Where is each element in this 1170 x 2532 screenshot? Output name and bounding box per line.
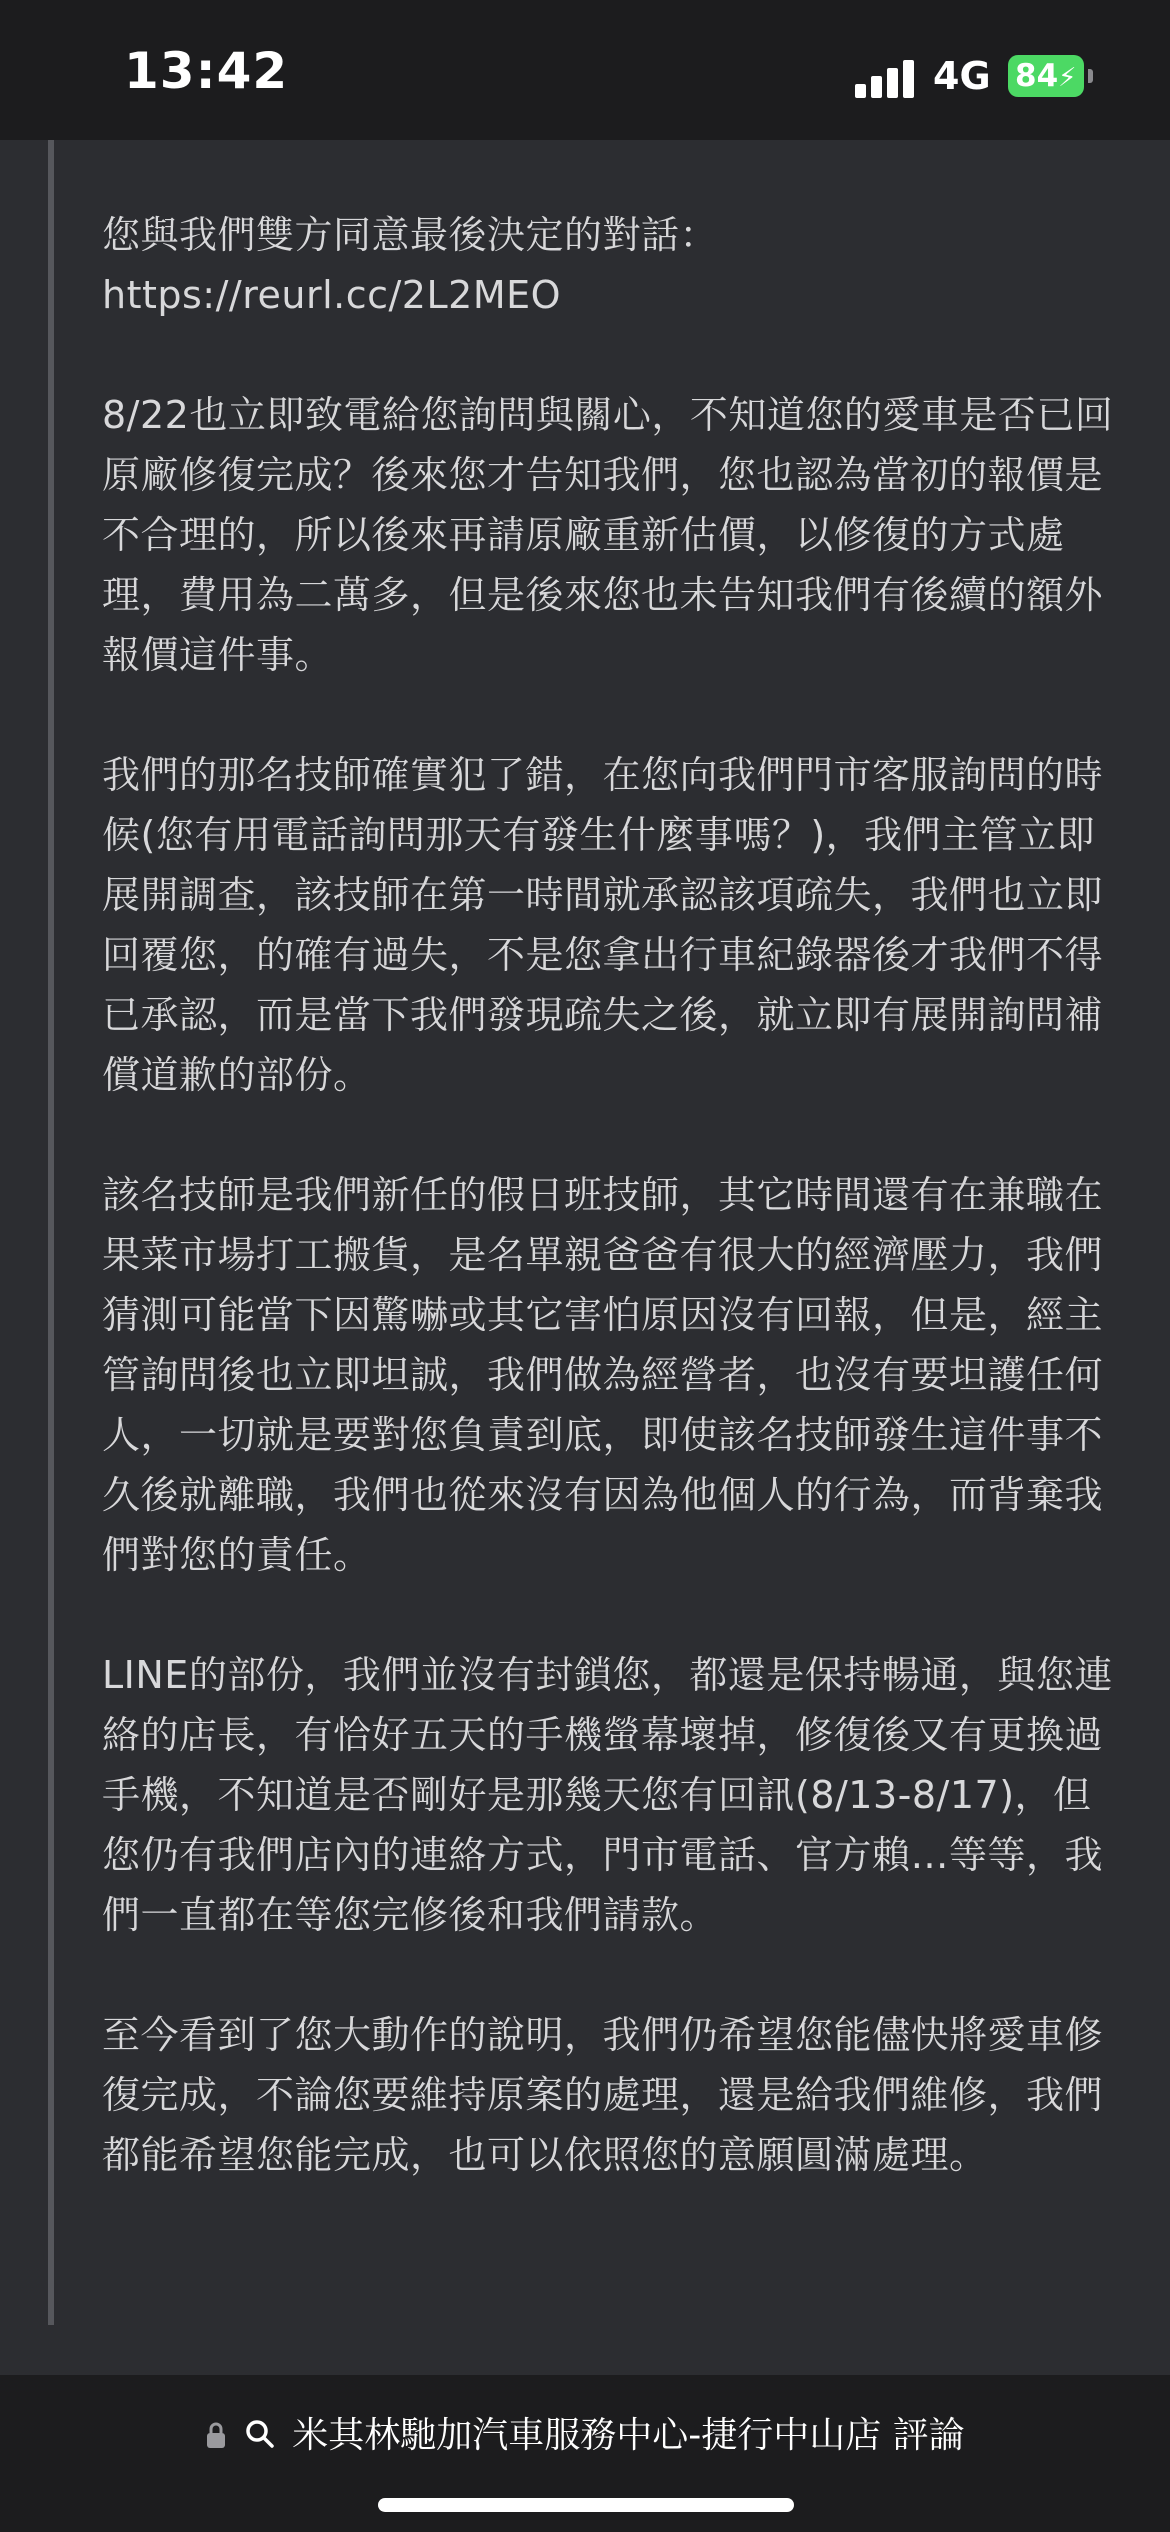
clock: 13:42 <box>124 42 289 100</box>
network-type: 4G <box>933 54 991 98</box>
lock-icon <box>205 2417 227 2458</box>
quote-bar <box>48 140 54 2325</box>
battery-icon: 84⚡ <box>1008 55 1084 97</box>
battery-level: 84 <box>1015 58 1059 94</box>
battery-tip <box>1088 69 1093 83</box>
review-paragraph: LINE的部份，我們並沒有封鎖您，都還是保持暢通，與您連絡的店長，有恰好五天的手機螢幕壞掉，修復後又有更換過手機，不知道是否剛好是那幾天您有回訊(8/13-8/17)，但您仍有我們店內的連絡方式，門市電話、官方賴…等等，我們一直都在等您完修後和我們請款。 <box>102 1653 1113 1937</box>
address-bar[interactable] <box>0 2407 1170 2458</box>
search-icon <box>245 2417 275 2458</box>
review-paragraph: 我們的那名技師確實犯了錯，在您向我們門市客服詢問的時候(您有用電話詢問那天有發生什麼事嗎？)，我們主管立即展開調查，該技師在第一時間就承認該項疏失，我們也立即回覆您，的確有過失，不是您拿出行車紀錄器後才我們不得已承認，而是當下我們發現疏失之後，就立即有展開詢問補償道歉的部份。 <box>102 753 1104 1097</box>
review-paragraph: 您與我們雙方同意最後決定的對話： https://reurl.cc/2L2MEO <box>102 213 719 317</box>
page-title: 米其林馳加汽車服務中心-捷行中山店 評論 <box>292 2415 965 2456</box>
review-paragraph: 至今看到了您大動作的說明，我們仍希望您能儘快將愛車修復完成，不論您要維持原案的處理，還是給我們維修，我們都能希望您能完成，也可以依照您的意願圓滿處理。 <box>102 2013 1104 2177</box>
home-indicator[interactable] <box>378 2498 794 2512</box>
review-paragraph: 該名技師是我們新任的假日班技師，其它時間還有在兼職在果菜市場打工搬貨，是名單親爸爸有很大的經濟壓力，我們猜測可能當下因驚嚇或其它害怕原因沒有回報，但是，經主管詢問後也立即坦誠，我們做為經營者，也沒有要坦護任何人，一切就是要對您負責到底，即使該名技師發生這件事不久後就離職，我們也從來沒有因為他個人的行為，而背棄我們對您的責任。 <box>102 1173 1104 1577</box>
browser-bottom-bar <box>0 2375 1170 2532</box>
review-paragraph: 8/22也立即致電給您詢問與關心，不知道您的愛車是否已回原廠修復完成？後來您才告知我們，您也認為當初的報價是不合理的，所以後來再請原廠重新估價，以修復的方式處理，費用為二萬多，但是後來您也未告知我們有後續的額外報價這件事。 <box>102 393 1114 677</box>
review-content[interactable] <box>0 140 1170 2375</box>
review-reply-text <box>102 205 1118 2245</box>
status-bar <box>0 0 1170 140</box>
cellular-signal-icon <box>855 58 915 98</box>
